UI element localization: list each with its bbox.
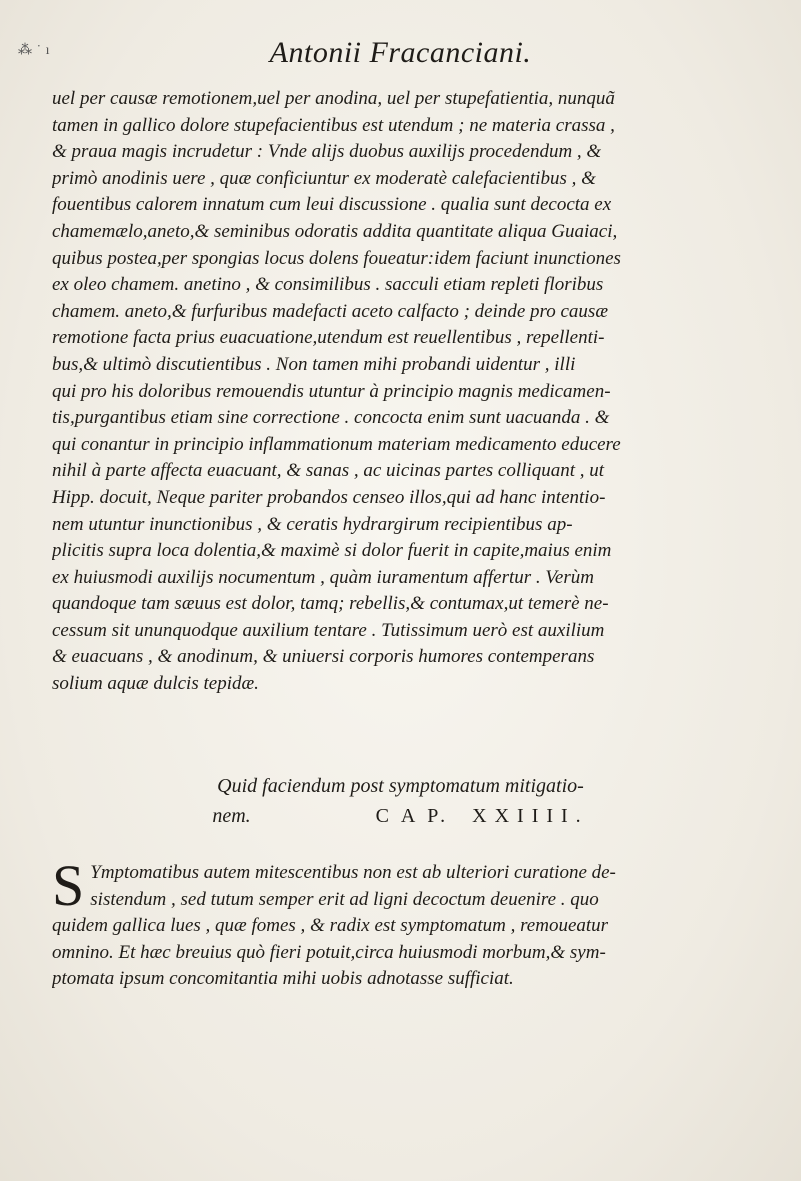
text-line: quandoque tam sæuus est dolor, tamq; rebellis,& contumax,ut temerè ne- [52, 593, 609, 615]
main-paragraph [52, 86, 774, 698]
chapter-title-line1: Quid faciendum post symptomatum mitigatio- [217, 775, 584, 797]
text-line: chamem. aneto,& furfuribus madefacti aceto calfacto ; deinde pro causæ [52, 300, 609, 322]
stray-marks: ⁂ ˙ ı [18, 43, 51, 58]
text-line: chamemælo,aneto,& seminibus odoratis addita quantitate aliqua Guaiaci, [52, 220, 618, 242]
text-line: plicitis supra loca dolentia,& maximè si dolor fuerit in capite,maius enim [52, 540, 612, 562]
text-line: Hipp. docuit, Neque pariter probandos censeo illos,qui ad hanc intentio- [52, 486, 606, 508]
header-title: Antonii Fracanciani. [269, 36, 532, 69]
text-line: quibus postea,per spongias locus dolens foueatur:idem faciunt inunctiones [52, 247, 621, 269]
text-line: bus,& ultimò discutientibus . Non tamen mihi probandi uidentur , illi [52, 353, 576, 375]
text-line: omnino. Et hæc breuius quò fieri potuit,circa huiusmodi morbum,& sym- [52, 941, 606, 963]
text-line: remotione facta prius euacuatione,utendum est reuellentibus , repellenti- [52, 327, 605, 349]
text-line: ex oleo chamem. anetino , & consimilibus . sacculi etiam repleti floribus [52, 274, 604, 296]
text-line: & euacuans , & anodinum, & uniuersi corporis humores contemperans [52, 646, 595, 668]
text-line: quidem gallica lues , quæ fomes , & radix est symptomatum , remoueatur [52, 915, 609, 937]
running-header [0, 36, 801, 70]
chapter-title-line2: nem. [212, 805, 251, 827]
chapter-heading [0, 775, 801, 798]
text-line: nem utuntur inunctionibus , & ceratis hydrargirum recipientibus ap- [52, 513, 573, 535]
text-line: & praua magis incrudetur : Vnde alijs duobus auxilijs procedendum , & [52, 141, 602, 163]
chapter-number: XXIIII. [472, 805, 589, 827]
text-line: tis,purgantibus etiam sine correctione . concocta enim sunt uacuanda . & [52, 407, 610, 429]
text-line: ex huiusmodi auxilijs nocumentum , quàm iuramentum affertur . Verùm [52, 566, 594, 588]
text-line: fouentibus calorem innatum cum leui discussione . qualia sunt decocta ex [52, 194, 612, 216]
text-line: solium aquæ dulcis tepidæ. [52, 673, 259, 695]
chapter-label: C A P. [375, 805, 450, 827]
text-line: tamen in gallico dolore stupefacientibus est utendum ; ne materia crassa , [52, 114, 615, 136]
text-line: primò anodinis uere , quæ conficiuntur ex moderatè calefacientibus , & [52, 167, 596, 189]
text-line: Ymptomatibus autem mitescentibus non est ab ulteriori curatione de- [90, 862, 616, 883]
text-line: nihil à parte affecta euacuant, & sanas , ac uicinas partes colliquant , ut [52, 460, 605, 482]
drop-capital: S [52, 853, 85, 918]
chapter-heading-line2 [0, 805, 801, 828]
section-paragraph [52, 853, 774, 993]
text-line: sistendum , sed tutum semper erit ad ligni decoctum deuenire . quo [90, 888, 599, 910]
text-line: qui conantur in principio inflammationum materiam medicamento educere [52, 433, 621, 455]
text-line: uel per causæ remotionem,uel per anodina, uel per stupefatientia, nunquã [52, 88, 615, 109]
text-line: qui pro his doloribus remouendis utuntur à principio magnis medicamen- [52, 380, 611, 402]
text-line: ptomata ipsum concomitantia mihi uobis adnotasse sufficiat. [52, 968, 514, 990]
text-line: cessum sit ununquodque auxilium tentare . Tutissimum uerò est auxilium [52, 619, 605, 641]
